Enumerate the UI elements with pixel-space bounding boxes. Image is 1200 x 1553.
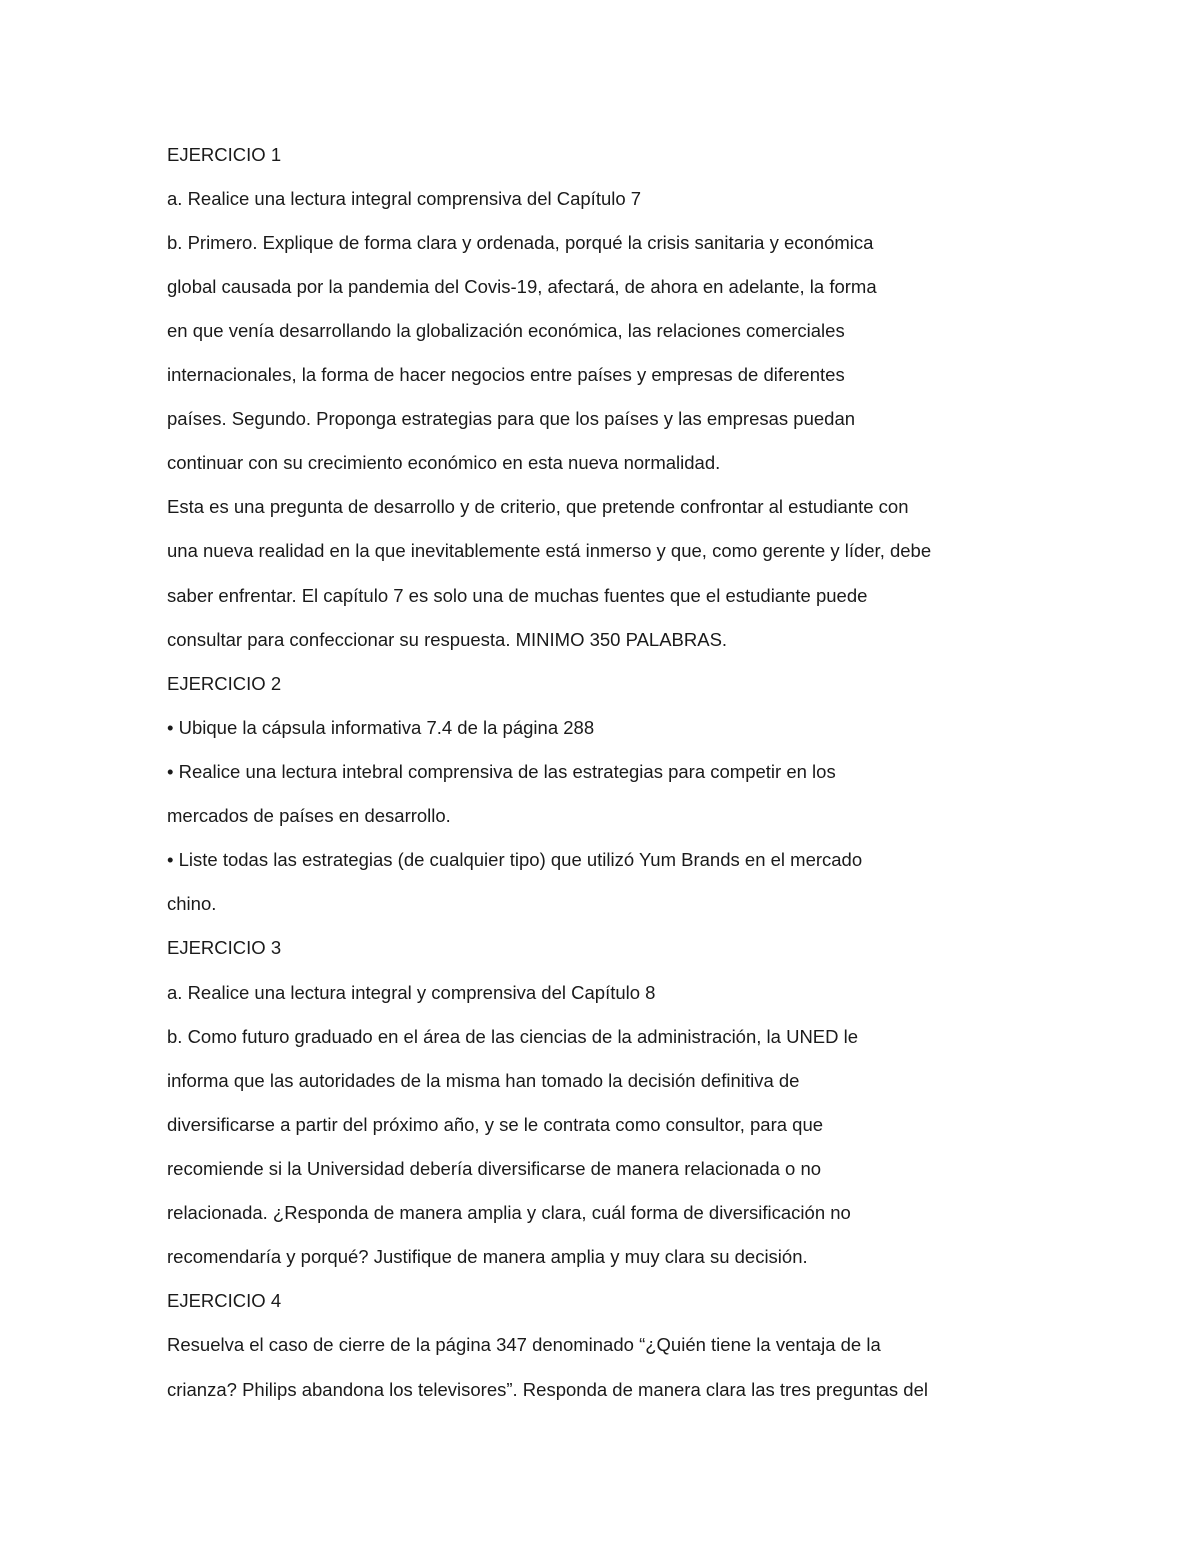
text-line: recomendaría y porqué? Justifique de manera amplia y muy clara su decisión. [167, 1246, 808, 1267]
text-line: b. Primero. Explique de forma clara y ordenada, porqué la crisis sanitaria y económica [167, 232, 874, 253]
text-line: relacionada. ¿Responda de manera amplia y clara, cuál forma de diversificación no [167, 1202, 851, 1223]
text-line: continuar con su crecimiento económico en esta nueva normalidad. [167, 452, 721, 473]
text-line: recomiende si la Universidad debería diversificarse de manera relacionada o no [167, 1158, 822, 1179]
bullet-item: • Ubique la cápsula informativa 7.4 de la página 288 [167, 717, 595, 738]
text-line: en que venía desarrollando la globalización económica, las relaciones comerciales [167, 320, 845, 341]
text-line: una nueva realidad en la que inevitablemente está inmerso y que, como gerente y líder, debe [167, 540, 932, 561]
text-line: chino. [167, 893, 217, 914]
text-line: mercados de países en desarrollo. [167, 805, 451, 826]
bullet-item: • Realice una lectura intebral comprensiva de las estrategias para competir en los [167, 761, 836, 782]
text-line: consultar para confeccionar su respuesta. MINIMO 350 PALABRAS. [167, 629, 728, 650]
text-line: global causada por la pandemia del Covis-19, afectará, de ahora en adelante, la forma [167, 276, 877, 297]
bullet-item: • Liste todas las estrategias (de cualquier tipo) que utilizó Yum Brands en el mercado [167, 849, 863, 870]
text-line: saber enfrentar. El capítulo 7 es solo una de muchas fuentes que el estudiante puede [167, 585, 868, 606]
text-line: Esta es una pregunta de desarrollo y de criterio, que pretende confrontar al estudiante con [167, 496, 909, 517]
text-line: Resuelva el caso de cierre de la página 347 denominado “¿Quién tiene la ventaja de la [167, 1334, 881, 1355]
text-line: a. Realice una lectura integral y comprensiva del Capítulo 8 [167, 982, 656, 1003]
text-line: a. Realice una lectura integral comprensiva del Capítulo 7 [167, 188, 642, 209]
text-line: informa que las autoridades de la misma han tomado la decisión definitiva de [167, 1070, 800, 1091]
heading-ejercicio-1: EJERCICIO 1 [167, 144, 282, 165]
text-line: internacionales, la forma de hacer negocios entre países y empresas de diferentes [167, 364, 845, 385]
text-line: países. Segundo. Proponga estrategias para que los países y las empresas puedan [167, 408, 856, 429]
text-line: diversificarse a partir del próximo año, y se le contrata como consultor, para que [167, 1114, 824, 1135]
text-line: b. Como futuro graduado en el área de las ciencias de la administración, la UNED le [167, 1026, 859, 1047]
heading-ejercicio-3: EJERCICIO 3 [167, 937, 282, 958]
text-line: crianza? Philips abandona los televisores”. Responda de manera clara las tres preguntas del [167, 1379, 928, 1400]
heading-ejercicio-2: EJERCICIO 2 [167, 673, 282, 694]
heading-ejercicio-4: EJERCICIO 4 [167, 1290, 282, 1311]
